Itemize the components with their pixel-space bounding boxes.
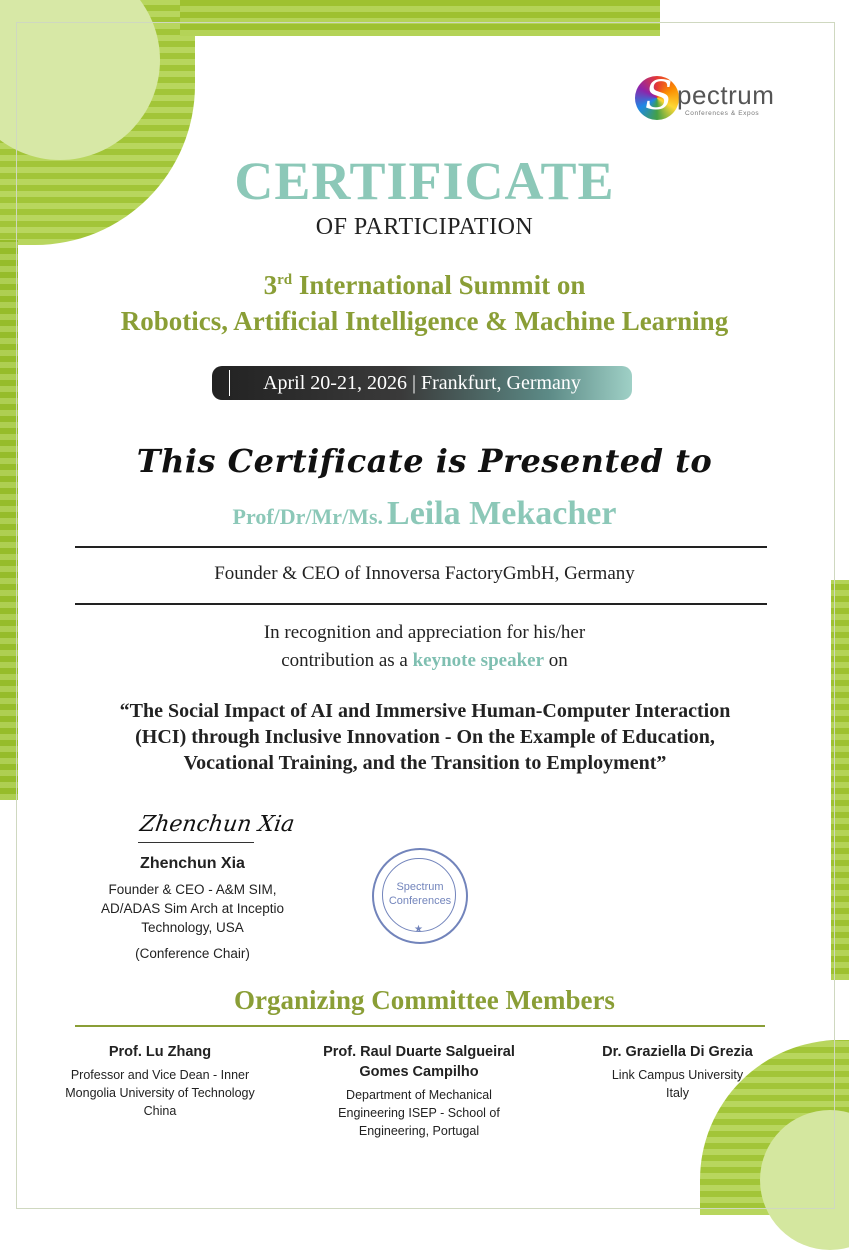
chair-role: [60, 880, 325, 937]
date-location-text: April 20-21, 2026 | Frankfurt, Germany: [263, 372, 581, 394]
member-desc-line2: Engineering ISEP - School of: [338, 1106, 500, 1120]
event-ordinal: 3: [263, 270, 278, 300]
banner-divider: [229, 370, 230, 396]
signature-underline: [138, 842, 254, 843]
chair-role-line3: Technology, USA: [141, 920, 244, 935]
member-desc-line1: Link Campus University: [611, 1068, 744, 1082]
member-desc-line1: Professor and Vice Dean - Inner: [70, 1068, 250, 1082]
stamp-star-icon: ★: [414, 924, 423, 935]
member-description: [40, 1066, 280, 1120]
member-name: Dr. Graziella Di Grezia: [602, 1044, 753, 1060]
recipient-name: Leila Mekacher: [387, 495, 617, 532]
recognition-after: on: [544, 650, 568, 671]
chair-tag: (Conference Chair): [135, 946, 250, 961]
committee-member-2: [300, 1042, 538, 1140]
recognition-before: contribution as a: [281, 650, 413, 671]
talk-title: [70, 698, 780, 776]
committee-rule: [75, 1025, 765, 1027]
event-ordinal-suffix: rd: [277, 272, 293, 288]
logo-word: pectrum: [677, 80, 775, 110]
committee-member-3: [570, 1042, 785, 1102]
member-description: [300, 1086, 538, 1140]
logo-letter: S: [645, 73, 673, 119]
member-name-line2: Gomes Campilho: [359, 1064, 479, 1080]
certificate-title: CERTIFICATE: [234, 151, 615, 211]
member-name-line1: Prof. Raul Duarte Salgueiral: [323, 1044, 515, 1060]
member-description: [570, 1066, 785, 1102]
talk-title-line3: Vocational Training, and the Transition to Employment”: [183, 752, 667, 774]
talk-title-line1: “The Social Impact of AI and Immersive Human-Computer Interaction: [119, 700, 731, 722]
date-location-banner: [212, 366, 632, 400]
member-desc-line3: Engineering, Portugal: [358, 1124, 480, 1138]
member-desc-line1: Department of Mechanical: [346, 1088, 492, 1102]
recognition-line2: [0, 650, 849, 672]
logo-tagline: Conferences & Expos: [685, 110, 760, 117]
member-name: [300, 1042, 538, 1082]
recipient-affiliation: Founder & CEO of Innoversa FactoryGmbH, Germany: [214, 563, 635, 584]
presented-to-heading: This Certificate is Presented to: [136, 442, 713, 480]
stamp-text: [374, 880, 466, 908]
recipient-line: [0, 495, 849, 533]
event-title-line1: [0, 270, 849, 301]
stamp-line1: Spectrum: [396, 881, 444, 893]
recognition-line1: In recognition and appreciation for his/her: [263, 622, 586, 643]
recipient-prefix: Prof/Dr/Mr/Ms.: [232, 504, 384, 529]
recognition-role: keynote speaker: [412, 650, 545, 671]
stamp-line2: Conferences: [388, 895, 452, 907]
talk-title-line2: (HCI) through Inclusive Innovation - On the Example of Education,: [135, 726, 715, 748]
chair-role-line1: Founder & CEO - A&M SIM,: [108, 882, 277, 897]
member-desc-line3: China: [143, 1104, 177, 1118]
member-desc-line2: Mongolia University of Technology: [65, 1086, 255, 1100]
chair-name: Zhenchun Xia: [140, 855, 245, 872]
member-desc-line2: Italy: [666, 1086, 689, 1100]
certificate-subtitle: OF PARTICIPATION: [315, 214, 534, 240]
member-name: Prof. Lu Zhang: [108, 1044, 212, 1060]
event-title-rest: International Summit on: [292, 270, 586, 300]
conference-stamp: [372, 848, 468, 944]
chair-signature: Zhenchun Xia: [138, 812, 297, 837]
event-title-line2: Robotics, Artificial Intelligence & Machine Learning: [120, 306, 729, 336]
divider-top: [75, 546, 767, 548]
spectrum-logo: [635, 74, 795, 122]
committee-title: Organizing Committee Members: [234, 985, 615, 1015]
divider-bottom: [75, 603, 767, 605]
committee-member-1: [40, 1042, 280, 1120]
chair-role-line2: AD/ADAS Sim Arch at Inceptio: [100, 901, 285, 916]
